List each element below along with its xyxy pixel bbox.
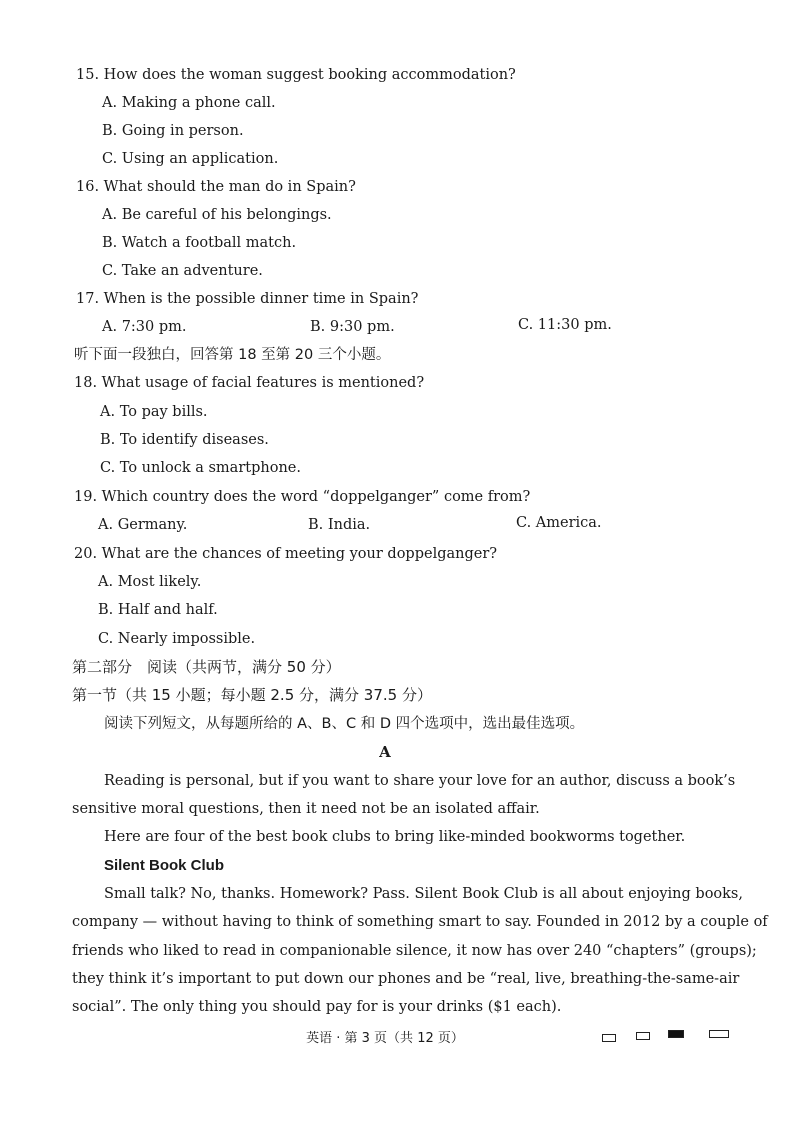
passage-p2: Here are four of the best book clubs to bring like-minded bookworms together. [104, 829, 686, 845]
alignment-mark-4 [709, 1030, 729, 1038]
section1-heading: 第一节（共 15 小题；每小题 2.5 分，满分 37.5 分） [72, 686, 432, 704]
option-17c: C. 11:30 pm. [518, 317, 612, 333]
question-20: 20. What are the chances of meeting your doppelganger? [74, 546, 498, 562]
option-17a: A. 7:30 pm. [102, 319, 187, 335]
page-footer: 英语 · 第 3 页（共 12 页） [306, 1031, 464, 1046]
option-20c: C. Nearly impossible. [98, 631, 256, 647]
question-16: 16. What should the man do in Spain? [76, 179, 356, 195]
option-18c: C. To unlock a smartphone. [100, 460, 301, 476]
option-16a: A. Be careful of his belongings. [102, 207, 332, 223]
section1-instruction: 阅读下列短文，从每题所给的 A、B、C 和 D 四个选项中，选出最佳选项。 [104, 716, 585, 732]
option-20b: B. Half and half. [98, 602, 218, 618]
part2-heading: 第二部分 阅读（共两节，满分 50 分） [72, 658, 341, 676]
option-15c: C. Using an application. [102, 151, 279, 167]
question-15: 15. How does the woman suggest booking accommodation? [76, 67, 516, 83]
passage-p3-line2: company — without having to think of something smart to say. Founded in 2012 by a couple of [72, 914, 768, 930]
question-18: 18. What usage of facial features is mentioned? [74, 375, 425, 391]
passage-p1-line2: sensitive moral questions, then it need not be an isolated affair. [72, 801, 540, 817]
alignment-mark-2 [636, 1032, 650, 1040]
option-19b: B. India. [308, 517, 371, 533]
question-17: 17. When is the possible dinner time in Spain? [76, 291, 419, 307]
passage-p3-line4: they think it’s important to put down our phones and be “real, live, breathing-the-same-air [72, 971, 740, 987]
question-19: 19. Which country does the word “doppelganger” come from? [74, 489, 531, 505]
option-19a: A. Germany. [98, 517, 188, 533]
option-19c: C. America. [516, 515, 602, 531]
option-16b: B. Watch a football match. [102, 235, 297, 251]
passage-p3-line3: friends who liked to read in companionable silence, it now has over 240 “chapters” (groups); [72, 943, 757, 959]
club-title: Silent Book Club [104, 857, 224, 874]
option-20a: A. Most likely. [98, 574, 202, 590]
passage-letter: A [379, 743, 391, 761]
option-18a: A. To pay bills. [100, 404, 208, 420]
option-16c: C. Take an adventure. [102, 263, 263, 279]
alignment-mark-1 [602, 1034, 616, 1042]
passage-p3-line5: social”. The only thing you should pay for is your drinks ($1 each). [72, 999, 562, 1015]
option-18b: B. To identify diseases. [100, 432, 269, 448]
option-15b: B. Going in person. [102, 123, 244, 139]
passage-p1-line1: Reading is personal, but if you want to share your love for an author, discuss a book’s [104, 773, 736, 789]
passage-p3-line1: Small talk? No, thanks. Homework? Pass. Silent Book Club is all about enjoying books, [104, 886, 743, 902]
listening-instruction: 听下面一段独白，回答第 18 至第 20 三个小题。 [74, 347, 391, 363]
option-17b: B. 9:30 pm. [310, 319, 395, 335]
alignment-mark-3 [668, 1030, 684, 1038]
option-15a: A. Making a phone call. [102, 95, 276, 111]
